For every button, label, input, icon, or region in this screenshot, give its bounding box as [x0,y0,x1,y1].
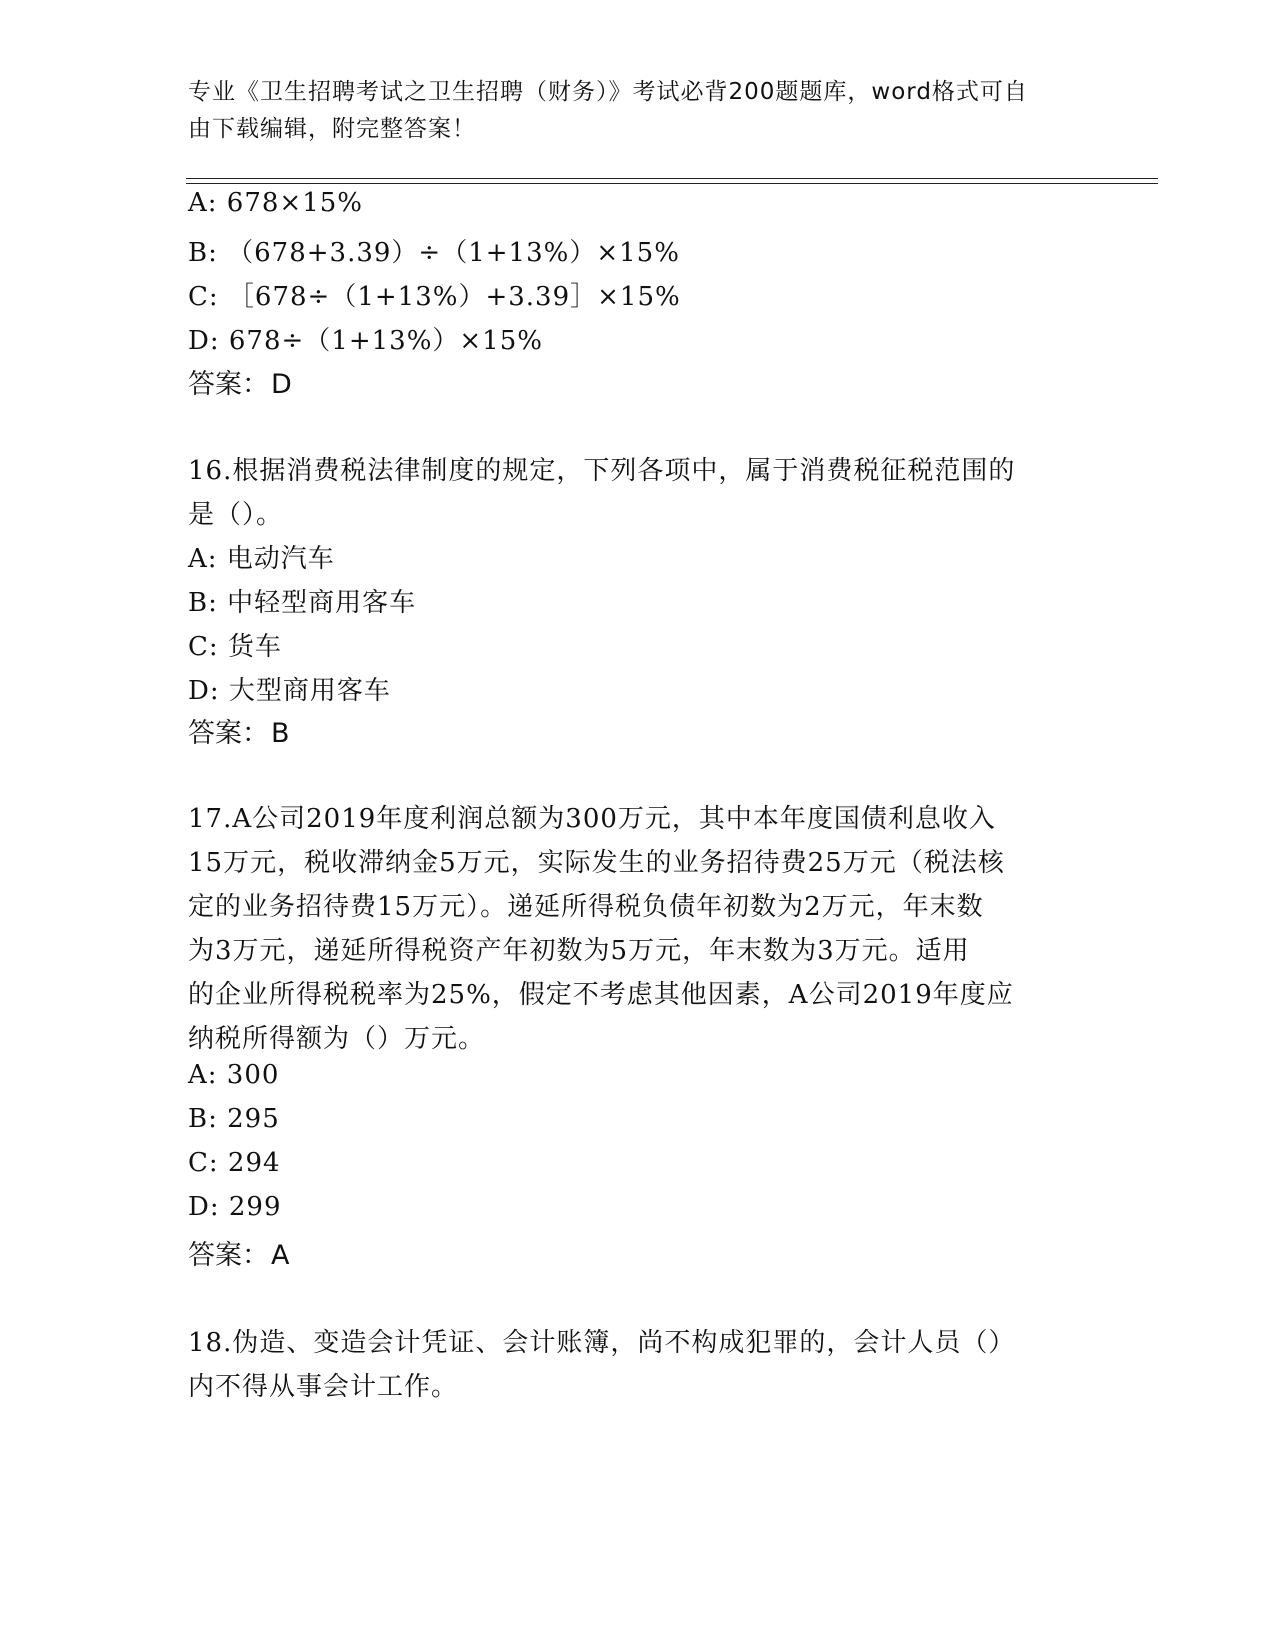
q18-stem-line-1: 18.伪造、变造会计凭证、会计账簿，尚不构成犯罪的，会计人员（） [188,1328,1016,1358]
q17-option-c: C: 294 [188,1148,281,1178]
answer-value: D [271,369,292,400]
q15-option-b: B: （678+3.39）÷（1+13%）×15% [188,238,680,268]
q17-stem-line-4: 为3万元，递延所得税资产年初数为5万元，年末数为3万元。适用 [188,936,970,966]
q17-stem-line-6: 纳税所得额为（）万元。 [188,1024,486,1054]
q17-answer [188,1233,289,1272]
q18-stem-line-2: 内不得从事会计工作。 [188,1372,459,1402]
q17-option-b: B: 295 [188,1104,280,1134]
q15-option-a: A: 678×15% [188,188,364,218]
q16-option-c: C: 货车 [188,632,282,662]
q17-stem-line-5: 的企业所得税税率为25%，假定不考虑其他因素，A公司2019年度应 [188,980,1014,1010]
q15-option-c: C: ［678÷（1+13%）+3.39］×15% [188,282,681,312]
q16-option-b: B: 中轻型商用客车 [188,588,417,618]
q17-option-d: D: 299 [188,1192,282,1222]
q15-option-d: D: 678÷（1+13%）×15% [188,326,543,356]
q15-answer [188,362,292,401]
document-header [188,74,1068,148]
answer-label: 答案： [188,1240,269,1271]
q16-stem-line-1: 16.根据消费税法律制度的规定，下列各项中，属于消费税征税范围的 [188,456,1016,486]
q17-stem-line-3: 定的业务招待费15万元）。递延所得税负债年初数为2万元，年末数 [188,892,984,922]
answer-label: 答案： [188,369,269,400]
q16-stem-line-2: 是（）。 [188,500,284,530]
q16-option-d: D: 大型商用客车 [188,676,391,706]
header-divider-bottom [186,183,1158,184]
q17-stem-line-2: 15万元，税收滞纳金5万元，实际发生的业务招待费25万元（税法核 [188,848,1005,878]
answer-label: 答案： [188,718,269,749]
q17-option-a: A: 300 [188,1060,280,1090]
header-line-2: 由下载编辑，附完整答案！ [188,116,476,142]
q16-answer [188,711,290,750]
q17-stem-line-1: 17.A公司2019年度利润总额为300万元，其中本年度国债利息收入 [188,804,996,834]
header-line-1: 专业《卫生招聘考试之卫生招聘（财务）》考试必背200题题库，word格式可自 [188,79,1028,105]
header-divider-top [186,178,1158,179]
q16-option-a: A: 电动汽车 [188,544,335,574]
answer-value: A [271,1240,290,1271]
answer-value: B [271,718,290,749]
